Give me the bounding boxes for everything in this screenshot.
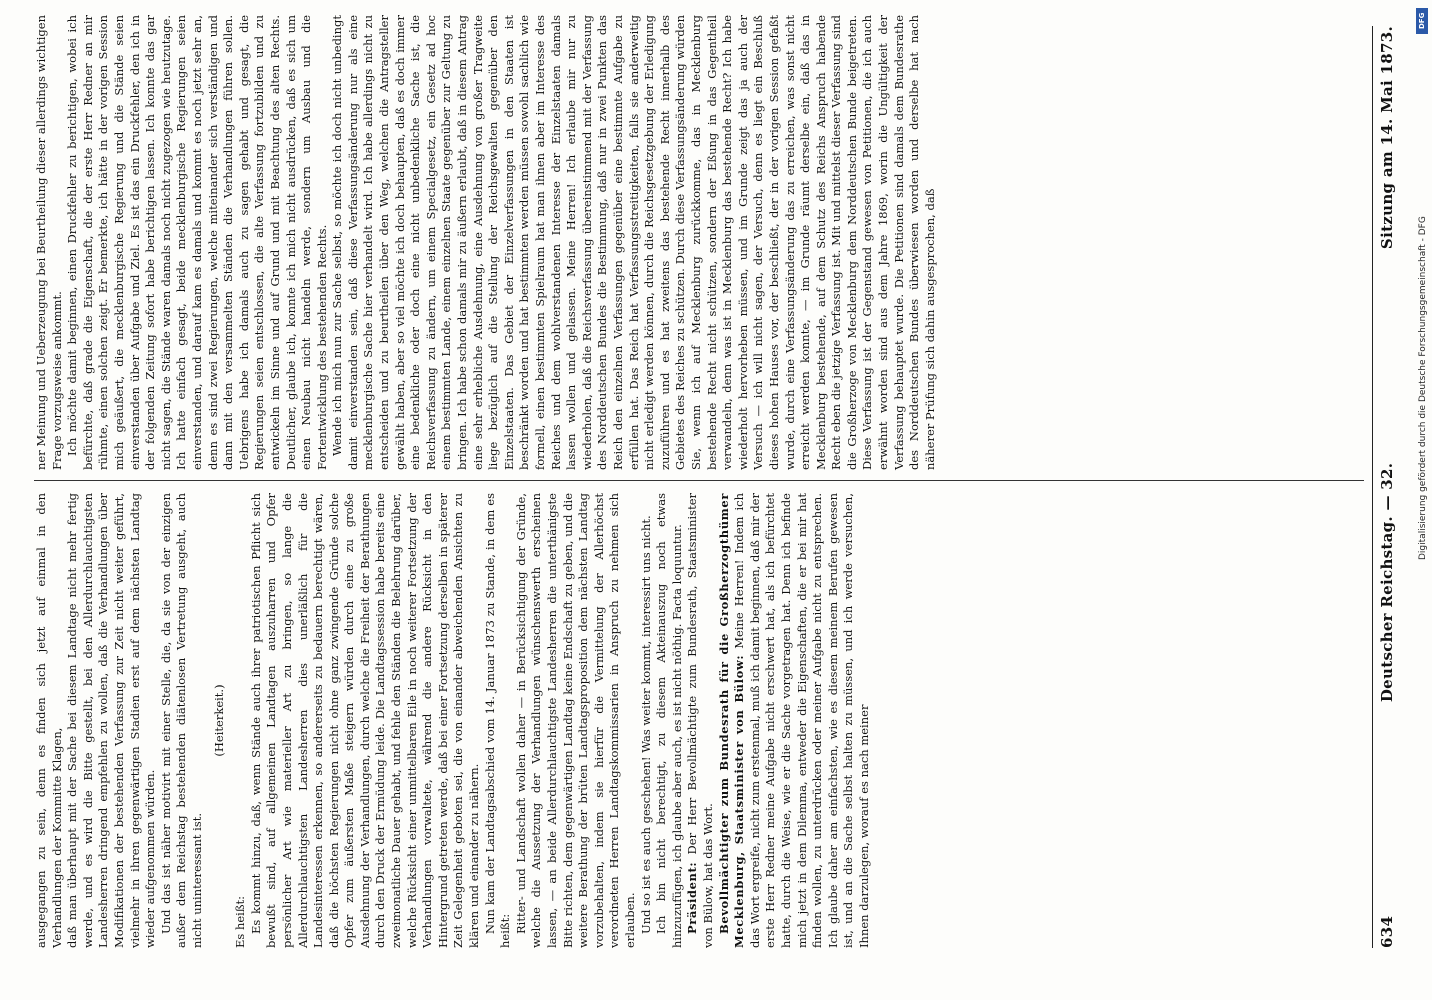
paragraph-text: daß man überhaupt mit der Sache bei diesem Landtage nicht mehr fertig werde, und es wird die Bitte gestellt, bei den Allerdurchlauchtigsten Landesherren dringend empfehlen zu wollen, daß die Verhandlungen über Modifikationen der bestehenden Verfassung zur Zeit nicht weiter geführt, vielmehr in ihren gegenwärtigen Stadien erst auf dem nächsten Landtag wieder aufgenommen würden. xyxy=(65,493,158,948)
paragraph-text: Ritter- und Landschaft wollen daher — in Berücksichtigung der Gründe, welche die Aussetzung der Verhandlungen wünschenswerth erscheinen lassen, — an beide Allerdurchlauchtigste Landesherren die unterthänigste Bitte richten, dem gegenwärtigen Landtag keine Endschaft zu geben, und die weitere Berathung der brüten Landtagsproposition dem nächsten Landtag vorzubehalten, indem sie hierfür die Vermittelung der Allerhöchst verordneten Herren Landtagskommissarien in Anspruch zu nehmen sich erlauben. xyxy=(513,493,637,948)
header-right-title: Sitzung am 14. Mai 1873. xyxy=(1378,26,1396,250)
paragraph xyxy=(654,493,685,948)
paragraph-text: Und so ist es auch geschehen! Was weiter kommt, interessirt uns nicht. xyxy=(638,515,653,934)
paragraph-text: Wende ich mich nun zur Sache selbst, so möchte ich doch nicht unbedingt damit einverstanden sein, daß diese Verfassungsänderung nur als eine mecklenburgische Sache hier verhandelt wird. Ich habe allerdings nicht zu entscheiden und zu beurtheilen über den Weg, welchen die Antragsteller gewählt haben, aber so viel möchte ich doch behaupten, daß es doch immer eine bedenkliche oder doch eine nicht unbedenkliche Sache ist, die Reichsverfassung zu ändern, um einem Specialgesetz, ein Gesetz ad hoc einem bestimmten Lande, einem einzelnen Staate gegenüber zur Geltung zu bringen. Ich habe schon damals mir zu äußern erlaubt, daß in diesem Antrag eine sehr erhebliche Ausdehnung, eine Ausdehnung von großer Tragweite liege bezüglich auf die Stellung der Reichsgewalten gegenüber den Einzelstaaten. Das Gebiet der Einzelverfassungen in den Staaten ist beschränkt worden und hat bestimmten werden müssen sowohl sachlich wie formell, einen bestimmten Spielraum hat man ihnen aber im Interesse des Reiches und dem wohlverstandenen Interesse der Einzelstaaten damals lassen wollen und gelassen. Meine Herren! Ich erlaube mir nur zu wiederholen, daß die Reichsverfassung übereinstimmend mit der Verfassung des Norddeutschen Bundes die Bestimmung, daß nur in zwei Punkten das Reich den einzelnen Verfassungen gegenüber eine bestimmte Aufgabe zu erfüllen hat. Das Reich hat Verfassungsstreitigkeiten, falls sie anderweitig nicht erledigt werden können, durch die Reichsgesetzgebung der Erledigung zuzuführen und es hat zweitens das bestehende Recht innerhalb des Gebietes des Reiches zu schützen. Durch diese Verfassungsänderung würden Sie, wenn ich auf Mecklenburg zurückkomme, das in Mecklenburg bestehende Recht nicht schützen, sondern der Eßung in das Gegentheil verwandeln, denn was ist in Mecklenburg das bestehende Recht? Ich habe wiederholt hervorheben müssen, und im Grunde zeigt das ja auch der Versuch — ich will nicht sagen, der Versuch, denn es liegt ein Beschluß dieses hohen Hauses vor, der beschließt, der in der vorigen Session gefaßt wurde, durch eine Verfassungsänderung das zu erreichen, was sonst nicht erreicht werden konnte, — im Grunde räumt derselbe ein, daß das in Mecklenburg bestehende, auf dem Schutz des Reichs Anspruch habende Recht eben die jetzige Verfassung ist. Mit und mittelst dieser Verfassung sind die Großherzoge von Mecklenburg dem Norddeutschen Bunde beigetreten. Diese Verfassung ist der Gegenstand gewesen von Petitionen, die ich auch erwähnt worden sind aus dem Jahre 1869, worin die Ungültigkeit der Verfassung behauptet wurde. Die Petitionen sind damals dem Bundesrathe des Norddeutschen Bundes überwiesen worden und derselbe hat nach näherer Prüfung sich dahin ausgesprochen, daß xyxy=(330,15,937,470)
paragraph xyxy=(717,493,873,948)
left-column xyxy=(34,493,872,948)
dfg-logo: DFG xyxy=(1416,8,1428,34)
page-number: 634 xyxy=(1378,915,1396,948)
column-divider xyxy=(34,480,1364,481)
paragraph xyxy=(330,15,938,470)
paragraph-text: ausgegangen zu sein, denn es finden sich jetzt auf einmal in den Verhandlungen der Kommitte Klagen, xyxy=(34,493,64,948)
paragraph xyxy=(65,15,330,470)
paragraph xyxy=(65,493,159,948)
speaker-name: Bevollmächtigter zum Bundesrath für die Großherzogthümer Mecklenburg, Staatsminister von Bülow: xyxy=(716,493,747,948)
paragraph xyxy=(483,493,514,948)
paragraph-text: Nun kam der Landtagsabschied vom 14. Januar 1873 zu Stande, in dem es heißt: xyxy=(482,493,513,948)
paragraph xyxy=(159,493,206,948)
header-left-title: Deutscher Reichstag. — 32. xyxy=(1378,462,1396,703)
paragraph-text: (Heiterkeit.) xyxy=(211,684,226,757)
paragraph-text: Und das ist näher motivirt mit einer Stelle, die, da sie von der einzigen außer dem Reichstag bestehenden diätenlosen Vertretung ausgeht, auch nicht uninteressant ist. xyxy=(158,493,204,948)
paragraph-text: Meine Herren! Indem ich das Wort ergreife, nicht zum erstenmal, muß ich damit beginnen, daß mir der erste Herr Redner meine Aufgabe nicht erschwert hat, als ich befürchtet hatte, durch die Weise, wie er die Sache vorgetragen hat. Denn ich befinde mich jetzt in dem Dilemma, entweder die Eigenschaften, die er bei mir hat finden wollen, zu unterdrücken oder meiner Aufgabe nicht zu entsprechen. Ich glaube daher am einfachsten, wie es diesem meinem Berufen gewesen ist, und an die Sache selbst halten zu müssen, und ich werde versuchen, Ihnen darzulegen, worauf es nach meiner xyxy=(732,492,871,948)
paragraph xyxy=(685,493,716,948)
paragraph xyxy=(212,493,228,948)
paragraph xyxy=(249,493,483,948)
paragraph xyxy=(233,493,249,948)
paragraph xyxy=(514,493,639,948)
paragraph-text: Ich möchte damit beginnen, einen Druckfehler zu berichtigen, wobei ich befürchte, daß grade die Eigenschaft, die der erste Herr Redner an mir rühmte, einen solchen zeigt. Er bemerkte, ich hätte in der vorigen Session mich geäußert, die mecklenburgische Regierung und die Stände seien einverstanden über Aufgabe und Ziel. Es ist das ein Druckfehler, den ich in der folgenden Zeitung sofort habe berichtigen lassen. Ich konnte das gar nicht sagen, die Stände waren damals noch nicht zugezogen wie heutzutage. Ich hatte einfach gesagt, beide mecklenburgische Regierungen seien einverstanden, und darauf kam es damals und kommt es noch jetzt sehr an, denn es sind zwei Regierungen, welche miteinander sich verständigen und dann mit den versammelten Ständen die Verhandlungen führen sollen. Uebrigens habe ich damals auch zu sagen gehabt und gesagt, die Regierungen seien entschlossen, die alte Verfassung fortzubilden und zu entwickeln im Sinne und auf Grund und mit Beachtung des alten Rechts. Deutlicher, glaube ich, konnte ich mich nicht ausdrücken, daß es sich um einen Neubau nicht handeln werde, sondern um Ausbau und die Fortentwicklung des bestehenden Rechts. xyxy=(65,15,329,470)
running-header xyxy=(1372,26,1399,948)
paragraph xyxy=(34,15,65,470)
right-column xyxy=(34,15,938,470)
paragraph-text: Ich bin nicht berechtigt, zu diesem Akteinauszug noch etwas hinzuzufügen, ich glaube aber auch, es ist nicht nöthig. Facta loquuntur. xyxy=(654,493,684,948)
paragraph-text: ner Meinung und Ueberzeugung bei Beurtheilung dieser allerdings wichtigen Frage vorzugsweise ankommt. xyxy=(34,15,64,470)
paragraph xyxy=(639,493,655,948)
paragraph-text: Es kommt hinzu, daß, wenn Stände auch ihrer patriotischen Pflicht sich bewußt sind, auf allgemeinen Landtagen auszuharren und Opfer persönlicher Art wie materieller Art zu bringen, so lange die Allerdurchlauchtigsten Landesherren dies unerläßlich für die Landesinteressen erkennen, so andererseits zu bedauern berechtigt wären, daß die höchsten Regierungen nicht ohne ganz zwingende Gründe solche Opfer zum äußersten Maße steigern würden durch eine zu große Ausdehnung der Verhandlungen, durch welche die Freiheit der Berathungen durch den Druck der Ermüdung leide. Die Landtagssession habe bereits eine zweimonatliche Dauer gehabt, und fehle den Ständen die Belehrung darüber, welche Rücksicht einer unmittelbaren Eile in noch weiterer Fortsetzung der Verhandlungen vorwaltete, während die andere Rücksicht in den Hintergrund getreten werde, daß bei einer Fortsetzung derselben in späterer Zeit Gelegenheit geboten sei, die von einander abweichenden Ansichten zu klären und einander zu nähern. xyxy=(248,493,482,948)
paragraph xyxy=(34,493,65,948)
speaker-name: Präsident: xyxy=(685,861,700,934)
paragraph-text: Es heißt: xyxy=(233,895,248,948)
paragraph-text: Der Herr Bevollmächtigte zum Bundesrath, Staatsminister von Bülow, hat das Wort. xyxy=(685,493,715,948)
digitization-note: Digitalisierung gefördert durch die Deutsche Forschungsgemeinschaft - DFG xyxy=(1418,216,1428,560)
